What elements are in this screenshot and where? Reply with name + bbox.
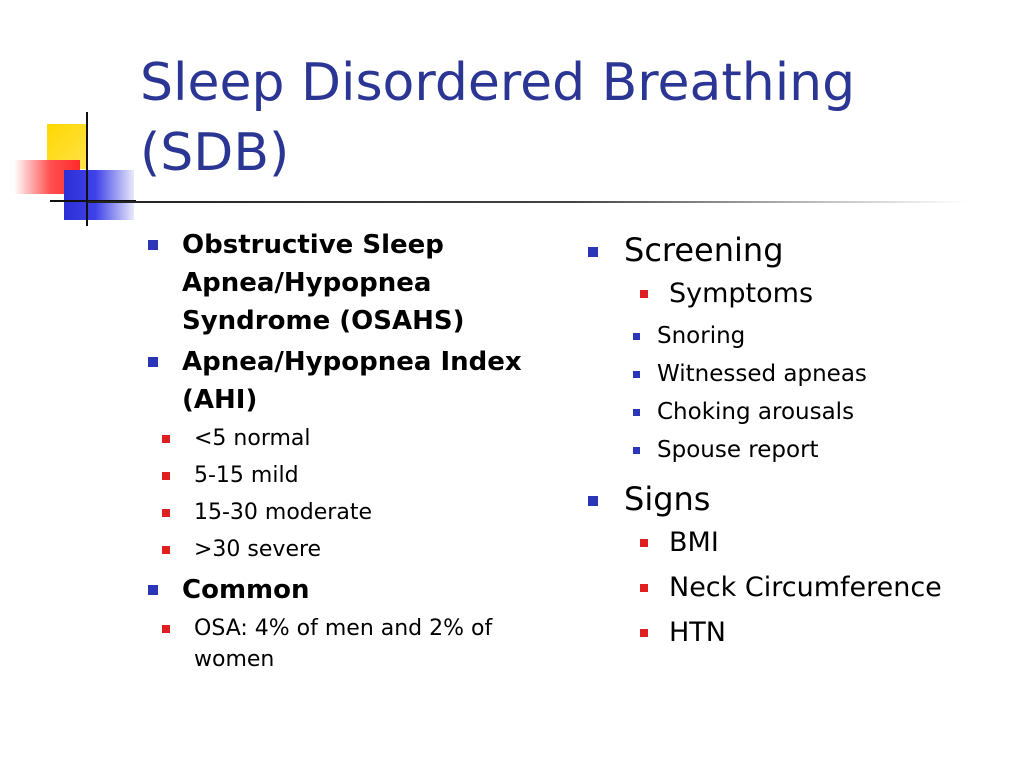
symptom-item-label: Spouse report (657, 437, 819, 463)
screening-sublist-container (588, 274, 1008, 467)
sub-list-item-label: Symptoms (669, 278, 814, 309)
square-bullet-icon (148, 357, 158, 367)
list-item-label: Signs (624, 480, 711, 518)
sub-list-item-label: >30 severe (194, 537, 322, 562)
list-item-label: Common (182, 575, 310, 605)
ahi-sublist (148, 423, 568, 565)
sub-list-item (623, 613, 1008, 653)
signs-sublist (588, 523, 1008, 653)
slide-title-line-2: (SDB) (140, 123, 290, 183)
symptom-item (633, 395, 1008, 429)
square-bullet-icon (162, 509, 170, 517)
symptom-item (633, 433, 1008, 467)
symptoms-sublist (588, 319, 1008, 467)
sub-list-item-label: BMI (669, 527, 719, 558)
blue-square-graphic (64, 170, 134, 220)
square-bullet-icon (640, 539, 648, 547)
sub-list-item (148, 423, 568, 454)
square-bullet-icon (162, 435, 170, 443)
common-sublist (148, 613, 568, 675)
square-bullet-icon (588, 496, 598, 506)
sub-list-item-symptoms (623, 274, 1008, 314)
symptom-item (633, 357, 1008, 391)
list-item-signs (588, 475, 1008, 523)
list-item-common (148, 571, 568, 609)
signs-sublist-container (588, 523, 1008, 653)
square-bullet-icon (148, 585, 158, 595)
sub-list-item (148, 613, 568, 675)
screening-sublist (588, 274, 1008, 467)
square-bullet-icon (640, 629, 648, 637)
title-divider (88, 201, 968, 203)
sub-list-item (623, 523, 1008, 563)
sub-list-item-label: 5-15 mild (194, 463, 299, 488)
square-bullet-icon (633, 447, 640, 454)
right-bullet-list (588, 226, 1008, 658)
list-item-label: Obstructive Sleep Apnea/Hypopnea Syndrome (OSAHS) (182, 230, 465, 336)
list-item-screening (588, 226, 1008, 274)
slide-title (140, 48, 1000, 188)
left-bullet-list (148, 226, 568, 681)
sub-list-item (148, 534, 568, 565)
square-bullet-icon (162, 472, 170, 480)
symptom-item (633, 319, 1008, 353)
ahi-sublist-container (148, 423, 568, 565)
list-item-ahi (148, 343, 568, 419)
vertical-line-graphic (86, 112, 88, 226)
slide-title-line-1: Sleep Disordered Breathing (140, 53, 856, 113)
list-item-label: Apnea/Hypopnea Index (AHI) (182, 347, 522, 415)
square-bullet-icon (148, 240, 158, 250)
square-bullet-icon (162, 625, 170, 633)
square-bullet-icon (162, 546, 170, 554)
sub-list-item (148, 497, 568, 528)
list-item-label: Screening (624, 231, 784, 269)
sub-list-item-label: 15-30 moderate (194, 500, 372, 525)
sub-list-item (148, 460, 568, 491)
sub-list-item (623, 568, 1008, 608)
symptom-item-label: Snoring (657, 323, 746, 349)
list-item-osahs (148, 226, 568, 340)
symptoms-sublist-container (588, 319, 1008, 467)
square-bullet-icon (640, 290, 648, 298)
sub-list-item-label: Neck Circumference (669, 572, 942, 603)
slide-logo-graphic (0, 0, 140, 230)
square-bullet-icon (588, 247, 598, 257)
square-bullet-icon (633, 333, 640, 340)
square-bullet-icon (633, 371, 640, 378)
sub-list-item-label: <5 normal (194, 426, 311, 451)
square-bullet-icon (640, 584, 648, 592)
symptom-item-label: Choking arousals (657, 399, 855, 425)
sub-list-item-label: HTN (669, 617, 726, 648)
square-bullet-icon (633, 409, 640, 416)
sub-list-item-label: OSA: 4% of men and 2% of women (194, 616, 493, 672)
symptom-item-label: Witnessed apneas (657, 361, 867, 387)
common-sublist-container (148, 613, 568, 675)
